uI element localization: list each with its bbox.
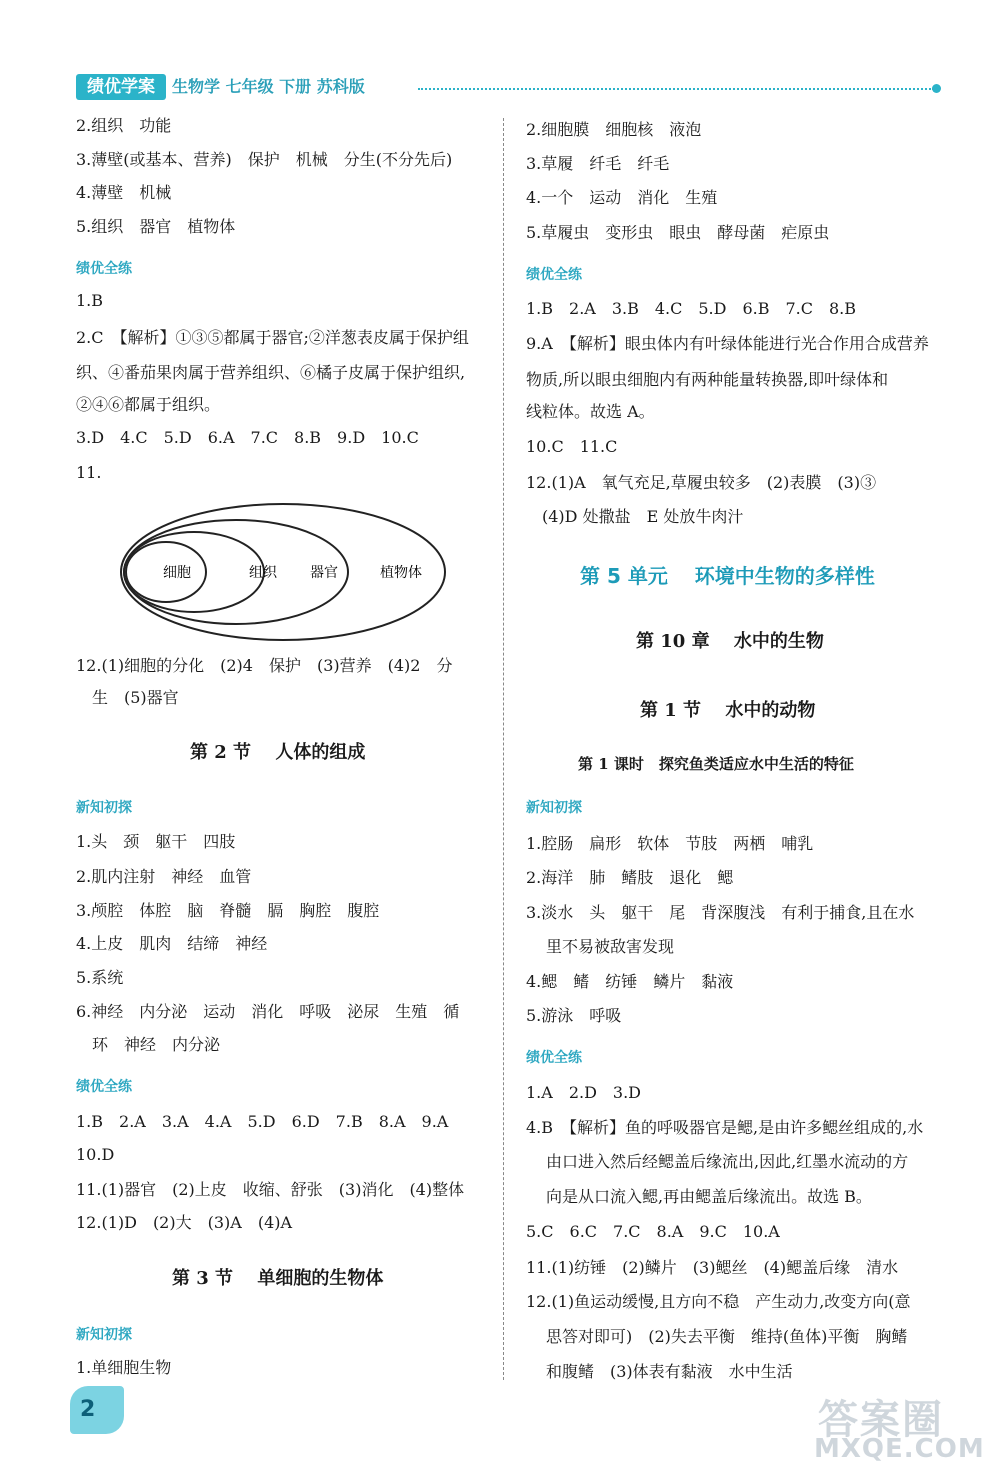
book-title: 生物学 七年级 下册 苏科版 [172,77,365,96]
column-divider [503,118,504,1380]
answer-line: 10.C 11.C [526,437,618,456]
ellipse-tissue [124,532,264,612]
section-label: 绩优全练 [526,1050,582,1066]
answer-line: 12.(1)A 氧气充足,草履虫较多 (2)表膜 (3)③ [526,473,877,492]
section-label: 绩优全练 [526,267,582,283]
answer-line: 2.海洋 肺 鳍肢 退化 鳃 [526,868,734,887]
answer-line: 织、④番茄果肉属于营养组织、⑥橘子皮属于保护组织, [76,363,466,382]
answer-line: 1.A 2.D 3.D [526,1083,642,1102]
answer-line: 1.腔肠 扁形 软体 节肢 两栖 哺乳 [526,834,814,853]
answer-line: 3.淡水 头 躯干 尾 背深腹浅 有利于捕食,且在水 [526,903,915,922]
answer-line: 3.薄壁(或基本、营养) 保护 机械 分生(不分先后) [76,150,453,169]
answer-line: 1.B 2.A 3.A 4.A 5.D 6.D 7.B 8.A 9.A [76,1112,449,1131]
answer-line: (4)D 处撒盐 E 处放牛肉汁 [526,507,744,526]
section-label: 新知初探 [76,800,132,816]
answer-line: 向是从口流入鳃,再由鳃盖后缘流出。故选 B。 [546,1187,872,1206]
header-dot [932,84,941,93]
brand-logo: 绩优学案 [76,74,166,100]
section-heading: 第 2 节 人体的组成 [190,742,366,763]
answer-line: 2.细胞膜 细胞核 液泡 [526,120,702,139]
chapter-heading: 第 10 章 水中的生物 [636,631,824,652]
answer-line: 6.神经 内分泌 运动 消化 呼吸 泌尿 生殖 循 [76,1002,460,1021]
diagram-label-cell: 细胞 [163,565,191,581]
answer-line: 3.D 4.C 5.D 6.A 7.C 8.B 9.D 10.C [76,428,419,447]
diagram-label-organ: 器官 [310,565,338,581]
answer-line: 5.草履虫 变形虫 眼虫 酵母菌 疟原虫 [526,223,830,242]
answer-line: 5.系统 [76,968,124,987]
header-dotted-rule [418,88,934,90]
section-heading: 第 3 节 单细胞的生物体 [172,1268,384,1289]
section-heading: 第 1 节 水中的动物 [640,700,816,721]
diagram-label-plant: 植物体 [380,565,422,581]
answer-line: 9.A 【解析】眼虫体内有叶绿体能进行光合作用合成营养 [526,334,929,353]
answer-line: 思答对即可) (2)失去平衡 维持(鱼体)平衡 胸鳍 [546,1327,908,1346]
lesson-heading: 第 1 课时 探究鱼类适应水中生活的特征 [578,755,854,773]
watermark-url: MXQE.COM [814,1434,985,1464]
section-label: 新知初探 [76,1327,132,1343]
answer-line: 5.组织 器官 植物体 [76,217,236,236]
answer-line: 5.C 6.C 7.C 8.A 9.C 10.A [526,1222,780,1241]
answer-line: 4.薄壁 机械 [76,183,172,202]
answer-line: 2.肌内注射 神经 血管 [76,867,252,886]
answer-line: 1.头 颈 躯干 四肢 [76,832,236,851]
answer-line: 1.单细胞生物 [76,1358,172,1377]
answer-line: 4.上皮 肌肉 结缔 神经 [76,934,268,953]
page-number: 2 [70,1386,124,1434]
answer-line: 里不易被敌害发现 [546,937,675,956]
nested-ellipse-diagram [118,500,458,646]
answer-line: 环 神经 内分泌 [76,1035,221,1054]
answer-line: 线粒体。故选 A。 [526,402,655,421]
diagram-label-tissue: 组织 [249,565,277,581]
answer-line: 生 (5)器官 [76,688,179,707]
section-label: 绩优全练 [76,261,132,277]
answer-line: 1.B 2.A 3.B 4.C 5.D 6.B 7.C 8.B [526,299,857,318]
answer-line: 3.颅腔 体腔 脑 脊髓 膈 胸腔 腹腔 [76,901,380,920]
answer-line: 由口进入然后经鳃盖后缘流出,因此,红墨水流动的方 [546,1152,909,1171]
answer-line: 11.(1)器官 (2)上皮 收缩、舒张 (3)消化 (4)整体 [76,1180,465,1199]
answer-line: 4.一个 运动 消化 生殖 [526,188,718,207]
answer-line: ②④⑥都属于组织。 [76,395,221,414]
section-label: 新知初探 [526,800,582,816]
answer-line: 2.组织 功能 [76,116,172,135]
answer-line: 4.B 【解析】鱼的呼吸器官是鳃,是由许多鳃丝组成的,水 [526,1118,924,1137]
watermark [810,1388,986,1468]
answer-line: 12.(1)鱼运动缓慢,且方向不稳 产生动力,改变方向(意 [526,1292,911,1311]
answer-line: 12.(1)D (2)大 (3)A (4)A [76,1213,293,1232]
answer-line: 2.C 【解析】①③⑤都属于器官;②洋葱表皮属于保护组 [76,328,469,347]
answer-line: 11. [76,463,102,482]
answer-line: 1.B [76,291,104,310]
answer-line: 3.草履 纤毛 纤毛 [526,154,670,173]
watermark-text: 答案圈 [818,1397,944,1443]
answer-line: 11.(1)纺锤 (2)鳞片 (3)鳃丝 (4)鳃盖后缘 清水 [526,1258,899,1277]
section-label: 绩优全练 [76,1079,132,1095]
answer-line: 4.鳃 鳍 纺锤 鳞片 黏液 [526,972,734,991]
answer-line: 物质,所以眼虫细胞内有两种能量转换器,即叶绿体和 [526,370,889,389]
answer-line: 5.游泳 呼吸 [526,1006,622,1025]
answer-line: 12.(1)细胞的分化 (2)4 保护 (3)营养 (4)2 分 [76,656,453,675]
answer-line: 10.D [76,1145,115,1164]
unit-heading: 第 5 单元 环境中生物的多样性 [580,564,875,588]
answer-line: 和腹鳍 (3)体表有黏液 水中生活 [546,1362,793,1381]
